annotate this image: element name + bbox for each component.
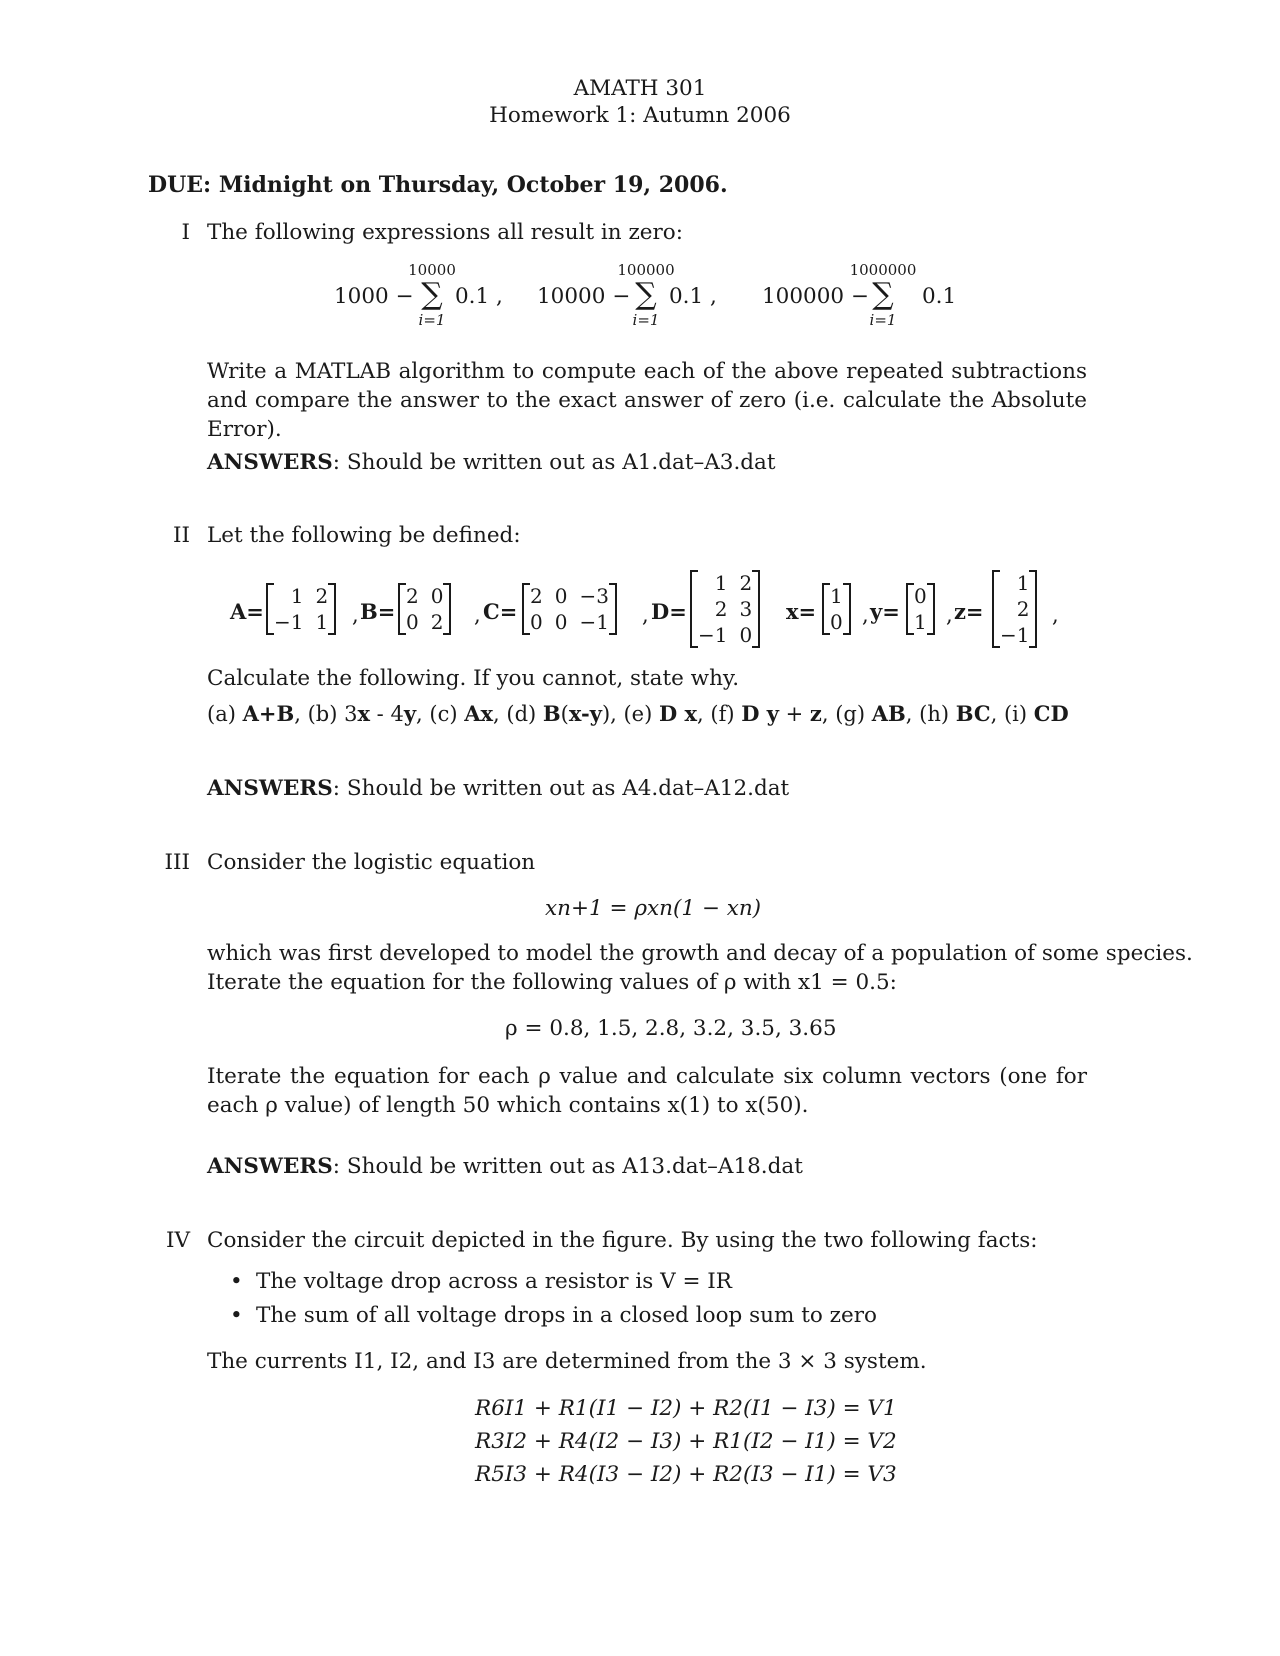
task-symbol: CD: [1033, 701, 1069, 726]
section-2-number: II: [173, 523, 190, 548]
vector-y: [906, 583, 935, 635]
section-4-intro: Consider the circuit depicted in the figure. By using the two following facts:: [207, 1228, 1038, 1253]
matrix-cell: 2: [406, 584, 419, 608]
section-3-answers: [207, 1154, 803, 1179]
logistic-equation: xn+1 = ρxn(1 − xn): [545, 896, 762, 921]
matrix-cell: 2: [530, 584, 543, 608]
list-item: • The voltage drop across a resistor is V = IR: [230, 1265, 877, 1299]
section-1-answers: [207, 450, 776, 475]
comma: ,: [1052, 603, 1059, 627]
matrix-cell: 0: [830, 610, 843, 634]
sigma-icon: ∑: [872, 277, 894, 312]
section-3-number: III: [164, 850, 190, 875]
sum-3-upper: 1000000: [849, 261, 917, 279]
task-text: ,: [821, 702, 836, 726]
task-text: ,: [493, 702, 507, 726]
equation-row: R3I2 + R4(I2 − I3) + R1(I2 − I1) = V2: [475, 1429, 897, 1454]
matrix-cell: 2: [739, 571, 753, 595]
task-symbol: D y: [741, 701, 779, 726]
section-3-intro: Consider the logistic equation: [207, 850, 536, 875]
matrix-d: [690, 570, 760, 648]
matrix-cell: 0: [554, 610, 568, 634]
task-symbol: x: [357, 701, 370, 726]
matrix-a: [266, 583, 336, 635]
matrix-cell: 0: [739, 623, 753, 647]
matrix-cell: 2: [1016, 597, 1030, 621]
section-4-number: IV: [165, 1228, 190, 1253]
section-2-intro: Let the following be defined:: [207, 523, 521, 548]
vector-z: [992, 570, 1037, 648]
sum-2-lhs: 10000 −: [537, 284, 631, 309]
task-symbol: D x: [658, 701, 698, 726]
homework-subtitle: Homework 1: Autumn 2006: [489, 103, 791, 128]
sum-3-term: 0.1: [922, 284, 957, 309]
section-4-body: The currents I1, I2, and I3 are determined from the 3 × 3 system.: [207, 1349, 927, 1374]
task-symbol: BC: [955, 701, 991, 726]
section-3-body-2: Iterate the equation for each ρ value and calculate six column vectors (one for each ρ value) of length 50 which contains x(1) to x(50).: [207, 1064, 1087, 1118]
answers-text: : Should be written out as A4.dat–A12.dat: [332, 776, 790, 801]
matrix-cell: 0: [530, 610, 543, 634]
matrix-cell: 2: [430, 610, 444, 634]
task-symbol: Ax: [464, 701, 494, 726]
task-text: ,: [905, 702, 920, 726]
vector-x: [822, 583, 851, 635]
comma: ,: [352, 603, 359, 627]
circuit-equations: [475, 1392, 897, 1491]
answers-label: ANSWERS: [207, 450, 333, 475]
section-3-body-1a: which was first developed to model the growth and decay of a population of some species.: [207, 941, 1193, 966]
comma: ,: [946, 603, 953, 627]
task-text: (a): [207, 702, 243, 726]
task-text: ),: [601, 702, 624, 726]
matrix-cell: 3: [739, 597, 753, 621]
facts-list: [230, 1265, 877, 1333]
matrix-cell: 0: [554, 584, 568, 608]
vector-x-label: x=: [786, 599, 817, 624]
equation-row: R6I1 + R1(I1 − I2) + R2(I1 − I3) = V1: [475, 1396, 897, 1421]
matrix-cell: −3: [579, 584, 609, 608]
sum-1-lower: i=1: [418, 311, 446, 329]
matrix-d-label: D=: [651, 599, 687, 624]
matrix-a-label: A=: [230, 599, 264, 624]
task-text: ,: [416, 702, 430, 726]
section-1-number: I: [181, 220, 190, 245]
task-text: (b) 3: [307, 702, 358, 726]
answers-text: : Should be written out as A1.dat–A3.dat: [332, 450, 776, 475]
matrix-b-label: B=: [360, 599, 396, 624]
task-text: +: [778, 702, 810, 726]
section-1-intro: The following expressions all result in zero:: [207, 220, 683, 245]
due-date: DUE: Midnight on Thursday, October 19, 2006.: [148, 172, 728, 198]
matrix-cell: 2: [315, 584, 329, 608]
sum-1-term: 0.1 ,: [455, 284, 503, 309]
sum-3-lower: i=1: [869, 311, 897, 329]
sigma-icon: ∑: [421, 277, 443, 312]
task-text: (g): [835, 702, 872, 726]
task-text: ,: [990, 702, 1004, 726]
task-text: ,: [294, 702, 308, 726]
matrix-cell: 1: [1016, 571, 1030, 595]
sum-1-upper: 10000: [408, 261, 456, 279]
course-title: AMATH 301: [573, 76, 707, 101]
task-text: - 4: [370, 702, 404, 726]
sum-2-upper: 100000: [617, 261, 675, 279]
task-text: (f): [710, 702, 742, 726]
matrix-cell: 1: [830, 584, 843, 608]
vector-z-label: z=: [954, 599, 984, 624]
sum-3-lhs: 100000 −: [762, 284, 869, 309]
matrix-cell: 1: [914, 610, 927, 634]
sum-2-term: 0.1 ,: [669, 284, 717, 309]
task-text: (d): [506, 702, 543, 726]
section-2-answers: [207, 776, 789, 801]
matrix-cell: −1: [579, 610, 609, 634]
task-text: (e): [623, 702, 659, 726]
task-symbol: y: [403, 701, 417, 726]
section-2-tasks: [207, 701, 1069, 726]
matrix-c: [522, 583, 617, 635]
answers-label: ANSWERS: [207, 1154, 333, 1179]
sum-1-lhs: 1000 −: [334, 284, 414, 309]
task-symbol: A+B: [242, 701, 295, 726]
matrix-cell: −1: [698, 623, 728, 647]
matrix-cell: 1: [315, 610, 329, 634]
matrix-b: [398, 583, 451, 635]
matrix-c-label: C=: [483, 599, 518, 624]
sigma-icon: ∑: [635, 277, 657, 312]
task-text: (: [560, 702, 569, 726]
equation-row: R5I3 + R4(I3 − I2) + R2(I3 − I1) = V3: [475, 1462, 897, 1487]
section-1-body: Write a MATLAB algorithm to compute each of the above repeated subtractions and compare the answer to the exact answer of zero (i.e. calculate the Absolute Error).: [207, 359, 1087, 442]
matrix-cell: −1: [274, 610, 304, 634]
task-symbol: B: [542, 701, 561, 726]
sum-2-lower: i=1: [632, 311, 660, 329]
matrix-cell: 0: [430, 584, 444, 608]
matrix-cell: −1: [1000, 623, 1030, 647]
vector-y-label: y=: [870, 599, 900, 624]
list-item: • The sum of all voltage drops in a closed loop sum to zero: [230, 1299, 877, 1333]
task-text: (c): [429, 702, 465, 726]
section-2-instructions: Calculate the following. If you cannot, state why.: [207, 666, 740, 691]
task-symbol: z: [809, 701, 822, 726]
comma: ,: [474, 603, 481, 627]
comma: ,: [862, 603, 869, 627]
section-3-body-1b: Iterate the equation for the following values of ρ with x1 = 0.5:: [207, 970, 897, 995]
answers-label: ANSWERS: [207, 776, 333, 801]
answers-text: : Should be written out as A13.dat–A18.dat: [332, 1154, 803, 1179]
task-symbol: x-y: [568, 701, 602, 726]
comma: ,: [642, 603, 649, 627]
matrix-cell: 1: [290, 584, 304, 608]
matrix-cell: 1: [714, 571, 728, 595]
rho-values: ρ = 0.8, 1.5, 2.8, 3.2, 3.5, 3.65: [505, 1016, 837, 1041]
matrix-cell: 2: [714, 597, 728, 621]
task-symbol: AB: [871, 701, 906, 726]
matrix-cell: 0: [914, 584, 927, 608]
task-text: (h): [919, 702, 956, 726]
task-text: ,: [697, 702, 711, 726]
matrix-cell: 0: [406, 610, 419, 634]
task-text: (i): [1003, 702, 1034, 726]
